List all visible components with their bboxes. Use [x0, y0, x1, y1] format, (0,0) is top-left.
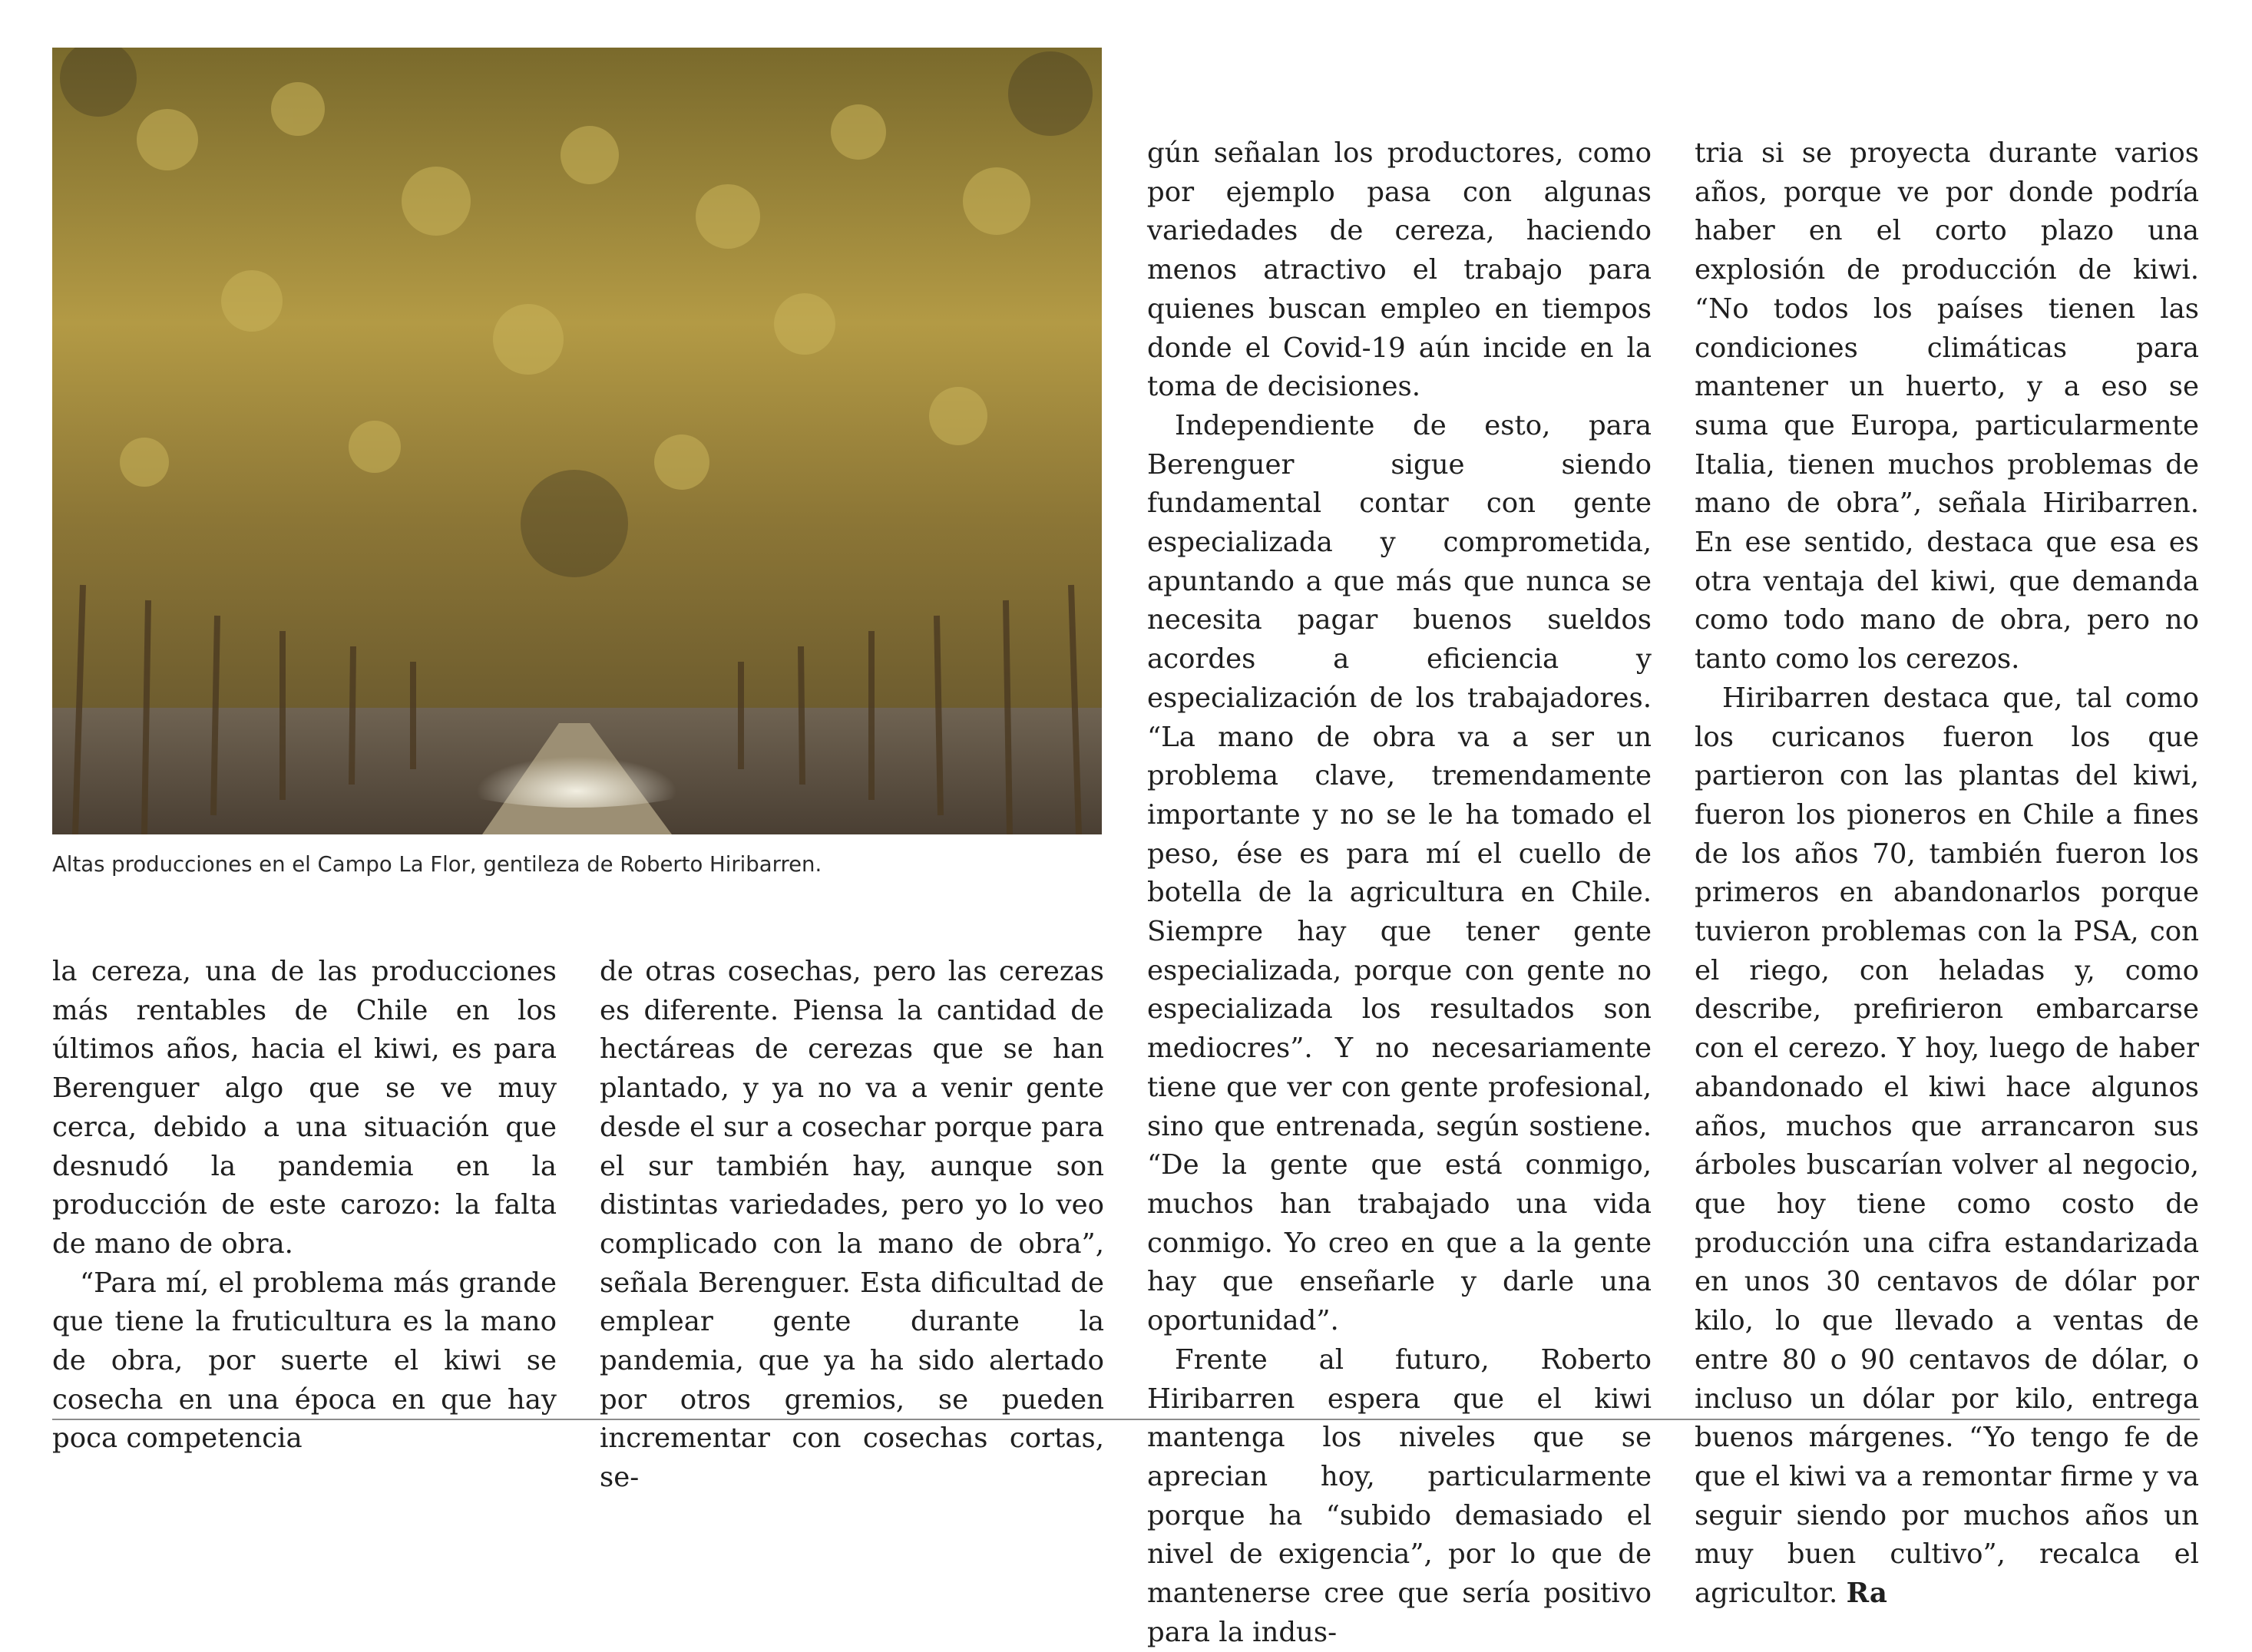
article-column-2 — [600, 953, 1104, 1498]
paragraph: Independiente de esto, para Berenguer sigue siendo fundamental contar con gente especializada y comprometida, apuntando a que más que nunca se necesita pagar buenos sueldos acordes a eficiencia y especialización de los trabajadores. “La mano de obra va a ser un problema clave, tremendamente importante y no se le ha tomado el peso, ése es para mí el cuello de botella de la agricultura en Chile. Siempre hay que tener gente especializada, porque con gente no especializada los resultados son mediocres”. Y no necesariamente tiene que ver con gente profesional, sino que entrenada, según sostiene. “De la gente que está conmigo, muchos han trabajado una vida conmigo. Yo creo en que a la gente hay que enseñarle y darle una oportunidad”. — [1147, 409, 1652, 1337]
article-column-4 — [1695, 134, 2199, 1614]
paragraph: Frente al futuro, Roberto Hiribarren espera que el kiwi mantenga los niveles que se aprecian hoy, particularmente porque ha “subido demasiado el nivel de exigencia”, por lo que de mantenerse cree que sería positivo para la indus- — [1147, 1343, 1652, 1648]
kiwi-orchard-photo — [52, 48, 1102, 834]
article-column-1 — [52, 953, 557, 1459]
photo-caption: Altas producciones en el Campo La Flor, gentileza de Roberto Hiribarren. — [52, 852, 822, 877]
author-signature: Ra — [1846, 1578, 1887, 1610]
paragraph-text: Hiribarren destaca que, tal como los curicanos fueron los que partieron con las plantas del kiwi, fueron los pioneros en Chile a fines de los años 70, también fueron los primeros en abandonarlos porque tuvieron problemas con la PSA, con el riego, con heladas y, como describe, prefirieron embarcarse con el cerezo. Y hoy, luego de haber abandonado el kiwi hace algunos años, muchos que arrancaron sus árboles buscarían volver al negocio, que hoy tiene como costo de producción una cifra estandarizada en unos 30 centavos de dólar por kilo, lo que llevado a ventas de entre 80 o 90 centavos de dólar, o incluso un dólar por kilo, entrega buenos márgenes. “Yo tengo fe de que el kiwi va a remontar firme y va seguir siendo por muchos años un muy buen cultivo”, recalca el agricultor. — [1695, 682, 2199, 1610]
article-column-3 — [1147, 134, 1652, 1652]
kiwi-pergola-photo-icon — [52, 48, 1102, 834]
paragraph: de otras cosechas, pero las cerezas es diferente. Piensa la cantidad de hectáreas de cerezas que se han plantado, y ya no va a venir gente desde el sur a cosechar porque para el sur también hay, aunque son distintas variedades, pero yo lo veo complicado con la mano de obra”, señala Berenguer. Esta dificultad de emplear gente durante la pandemia, que ya ha sido alertado por otros gremios, se pueden incrementar con cosechas cortas, se- — [600, 956, 1104, 1494]
paragraph: tria si se proyecta durante varios años, porque ve por donde podría haber en el corto plazo una explosión de producción de kiwi. “No todos los países tienen las condiciones climáticas para mantener un huerto, y a eso se suma que Europa, particularmente Italia, tienen muchos problemas de mano de obra”, señala Hiribarren. En ese sentido, destaca que esa es otra ventaja del kiwi, que demanda como todo mano de obra, pero no tanto como los cerezos. — [1695, 137, 2199, 676]
paragraph — [1695, 679, 2199, 1614]
paragraph: gún señalan los productores, como por ejemplo pasa con algunas variedades de cereza, haciendo menos atractivo el trabajo para quienes buscan empleo en tiempos donde el Covid-19 aún incide en la toma de decisiones. — [1147, 137, 1652, 403]
paragraph: la cereza, una de las producciones más rentables de Chile en los últimos años, hacia el kiwi, es para Berenguer algo que se ve muy cerca, debido a una situación que desnudó la pandemia en la producción de este carozo: la falta de mano de obra. — [52, 956, 557, 1260]
paragraph: “Para mí, el problema más grande que tiene la fruticultura es la mano de obra, por suerte el kiwi se cosecha en una época en que hay poca competencia — [52, 1267, 557, 1455]
